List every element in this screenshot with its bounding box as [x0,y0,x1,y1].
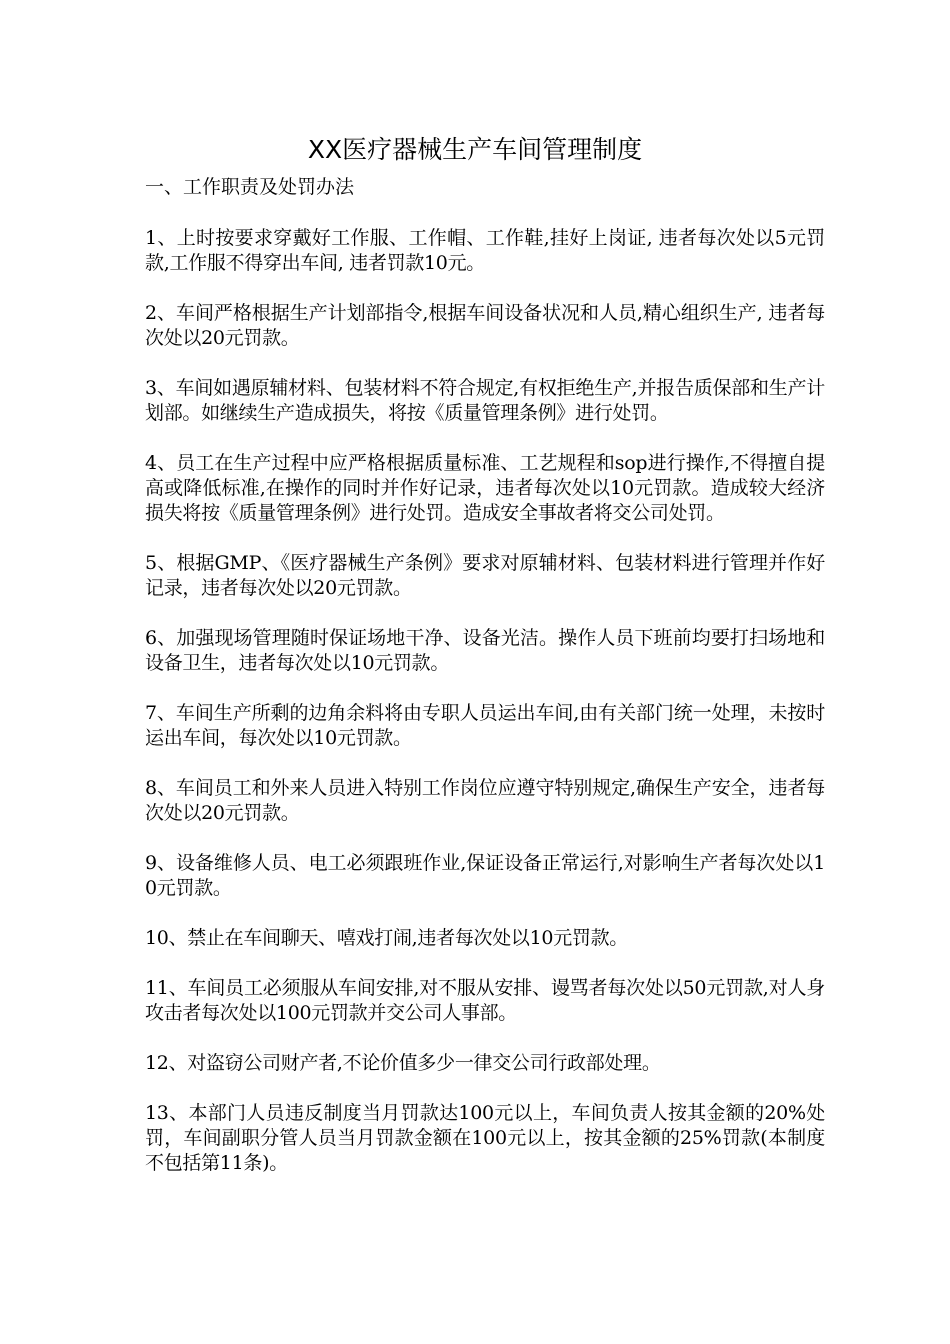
section-heading: 一、工作职责及处罚办法 [145,176,355,198]
clause-paragraph: 4、员工在生产过程中应严格根据质量标准、工艺规程和sop进行操作,不得擅自提高或降低标准,在操作的同时并作好记录，违者每次处以10元罚款。造成较大经济损失将按《质量管理条例》进行处罚。造成安全事故者将交公司处罚。 [145,452,825,524]
clause-paragraph: 1、上时按要求穿戴好工作服、工作帽、工作鞋,挂好上岗证, 违者每次处以5元罚款,工作服不得穿出车间, 违者罚款10元。 [145,227,825,274]
clause-paragraph: 10、禁止在车间聊天、嘻戏打闹,违者每次处以10元罚款。 [145,927,628,949]
clause-list [145,226,825,1201]
clause-paragraph: 3、车间如遇原辅材料、包装材料不符合规定,有权拒绝生产,并报告质保部和生产计划部。如继续生产造成损失，将按《质量管理条例》进行处罚。 [145,377,825,424]
clause-paragraph: 8、车间员工和外来人员进入特别工作岗位应遵守特别规定,确保生产安全，违者每次处以20元罚款。 [145,777,825,824]
clause-paragraph: 9、设备维修人员、电工必须跟班作业,保证设备正常运行,对影响生产者每次处以10元罚款。 [145,852,825,899]
clause-paragraph: 7、车间生产所剩的边角余料将由专职人员运出车间,由有关部门统一处理，未按时运出车间，每次处以10元罚款。 [145,702,825,749]
clause-paragraph: 2、车间严格根据生产计划部指令,根据车间设备状况和人员,精心组织生产, 违者每次处以20元罚款。 [145,302,825,349]
page-title: XX医疗器械生产车间管理制度 [307,135,643,164]
clause-paragraph: 13、本部门人员违反制度当月罚款达100元以上，车间负责人按其金额的20%处罚，车间副职分管人员当月罚款金额在100元以上，按其金额的25%罚款(本制度不包括第11条)。 [145,1102,825,1174]
clause-paragraph: 6、加强现场管理随时保证场地干净、设备光洁。操作人员下班前均要打扫场地和设备卫生，违者每次处以10元罚款。 [145,627,825,674]
clause-paragraph: 5、根据GMP、《医疗器械生产条例》要求对原辅材料、包装材料进行管理并作好记录，违者每次处以20元罚款。 [145,552,825,599]
clause-paragraph: 11、车间员工必须服从车间安排,对不服从安排、谩骂者每次处以50元罚款,对人身攻击者每次处以100元罚款并交公司人事部。 [145,977,825,1024]
clause-paragraph: 12、对盗窃公司财产者,不论价值多少一律交公司行政部处理。 [145,1052,661,1074]
